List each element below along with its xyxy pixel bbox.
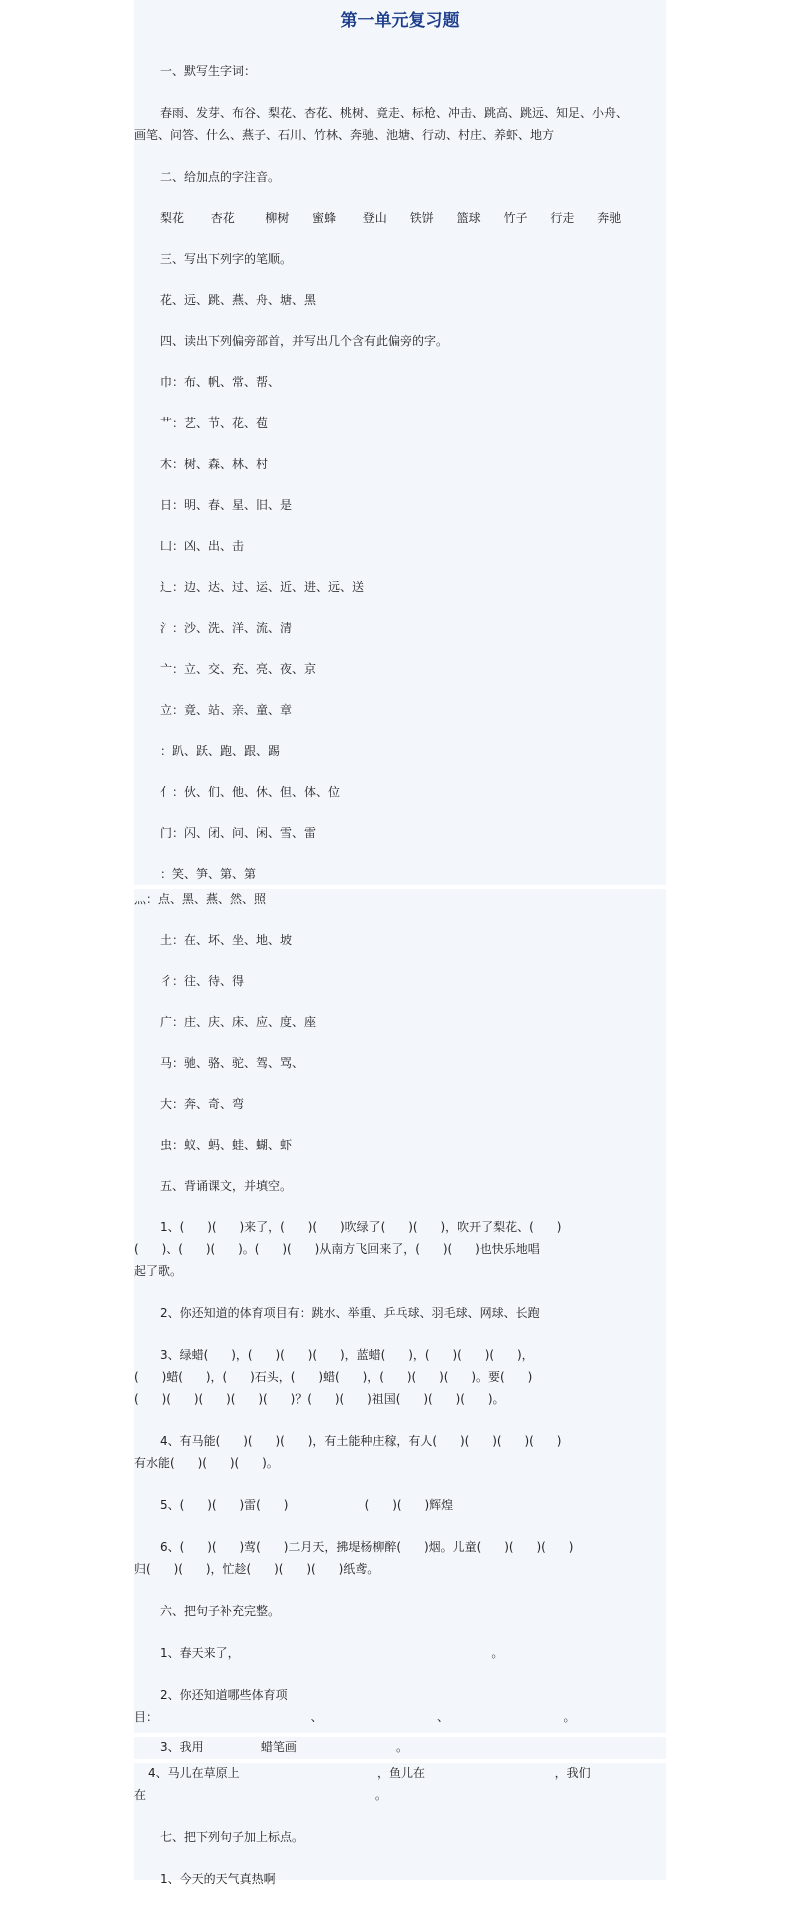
text-line: 七、把下列句子加上标点。: [160, 1830, 305, 1844]
text-line: 花、远、跳、燕、舟、塘、黑: [160, 293, 317, 307]
text-line: 三、写出下列字的笔顺。: [160, 252, 293, 266]
text-line: 灬：点、黑、燕、然、照: [134, 892, 267, 906]
text-line: 广：庄、庆、床、应、度、座: [160, 1015, 317, 1029]
text-line: 1、今天的天气真热啊: [160, 1872, 276, 1886]
text-line: 日：明、春、星、旧、是: [160, 498, 293, 512]
text-line: 亻：伙、们、他、休、但、体、位: [160, 785, 341, 799]
text-line: 五、背诵课文，并填空。: [160, 1179, 293, 1193]
text-line: 1、春天来了， 。: [160, 1646, 504, 1660]
text-line: 3、我用 蜡笔画 。: [160, 1740, 409, 1754]
text-line: ( )、( )( )。( )( )从南方飞回来了，( )( )也快乐地唱: [134, 1242, 540, 1256]
text-line: 巾：布、帆、常、帮、: [160, 375, 281, 389]
text-line: 亠：立、交、充、亮、夜、京: [160, 662, 317, 676]
text-line: 立：竟、站、亲、童、章: [160, 703, 293, 717]
text-line: 门：闪、闭、问、闲、雪、雷: [160, 826, 317, 840]
text-line: 4、有马能( )( )( )，有土能种庄稼，有人( )( )( )( ): [160, 1434, 562, 1448]
text-line: 画笔、问答、什么、燕子、石川、竹林、奔驰、池塘、行动、村庄、养虾、地方: [134, 128, 555, 142]
text-line: 梨花 杏花 柳树 蜜蜂 登山 铁饼 篮球 竹子 行走 奔驰: [160, 211, 622, 225]
text-line: 3、绿蜡( )，( )( )( )，蓝蜡( )，( )( )( )，: [160, 1348, 534, 1362]
text-line: 二、给加点的字注音。: [160, 170, 281, 184]
page-title: 第一单元复习题: [340, 11, 460, 31]
text-line: 5、( )( )雷( ) ( )( )辉煌: [160, 1498, 454, 1512]
divider: [134, 885, 666, 889]
divider: [134, 1759, 666, 1763]
text-line: ：趴、跃、跑、跟、踢: [160, 744, 281, 758]
text-line: 大：奔、奇、弯: [160, 1097, 245, 1111]
text-line: 归( )( )，忙趁( )( )( )纸鸢。: [134, 1562, 380, 1576]
text-line: ( )( )( )( )( )？( )( )祖国( )( )( )。: [134, 1392, 505, 1406]
text-line: 氵：沙、洗、洋、流、清: [160, 621, 293, 635]
text-line: 1、( )( )来了，( )( )吹绿了( )( )，吹开了梨花、( ): [160, 1220, 562, 1234]
text-line: 四、读出下列偏旁部首，并写出几个含有此偏旁的字。: [160, 334, 449, 348]
text-line: 艹：艺、节、花、苞: [160, 416, 269, 430]
text-line: 马：驰、骆、驼、驾、骂、: [160, 1056, 305, 1070]
text-line: 辶：边、达、过、运、近、进、远、送: [160, 580, 365, 594]
divider: [134, 1733, 666, 1737]
text-line: ：笑、笋、第、第: [160, 867, 257, 881]
text-line: 木：树、森、林、村: [160, 457, 269, 471]
text-line: 凵：凶、出、击: [160, 539, 245, 553]
text-line: 春雨、发芽、布谷、梨花、杏花、桃树、竟走、标枪、冲击、跳高、跳远、知足、小舟、: [160, 106, 629, 120]
text-line: 虫：蚁、蚂、蛙、蝴、虾: [160, 1138, 293, 1152]
text-line: 目： 、 、 。: [134, 1710, 576, 1724]
text-line: 2、你还知道的体育项目有：跳水、举重、乒乓球、羽毛球、网球、长跑: [160, 1306, 540, 1320]
text-line: 有水能( )( )( )。: [134, 1456, 279, 1470]
text-line: 彳：往、待、得: [160, 974, 245, 988]
text-line: 土：在、坏、坐、地、坡: [160, 933, 293, 947]
text-line: 4、马儿在草原上 ，鱼儿在 ，我们: [148, 1766, 591, 1780]
text-line: 六、把句子补充完整。: [160, 1604, 281, 1618]
text-line: 一、默写生字词：: [160, 64, 257, 78]
text-line: 6、( )( )莺( )二月天，拂堤杨柳醉( )烟。儿童( )( )( ): [160, 1540, 574, 1554]
text-line: 起了歌。: [134, 1264, 183, 1278]
text-line: 在 。: [134, 1788, 387, 1802]
text-line: 2、你还知道哪些体育项: [160, 1688, 288, 1702]
text-line: ( )蜡( )，( )石头，( )蜡( )，( )( )( )。要( ): [134, 1370, 533, 1384]
